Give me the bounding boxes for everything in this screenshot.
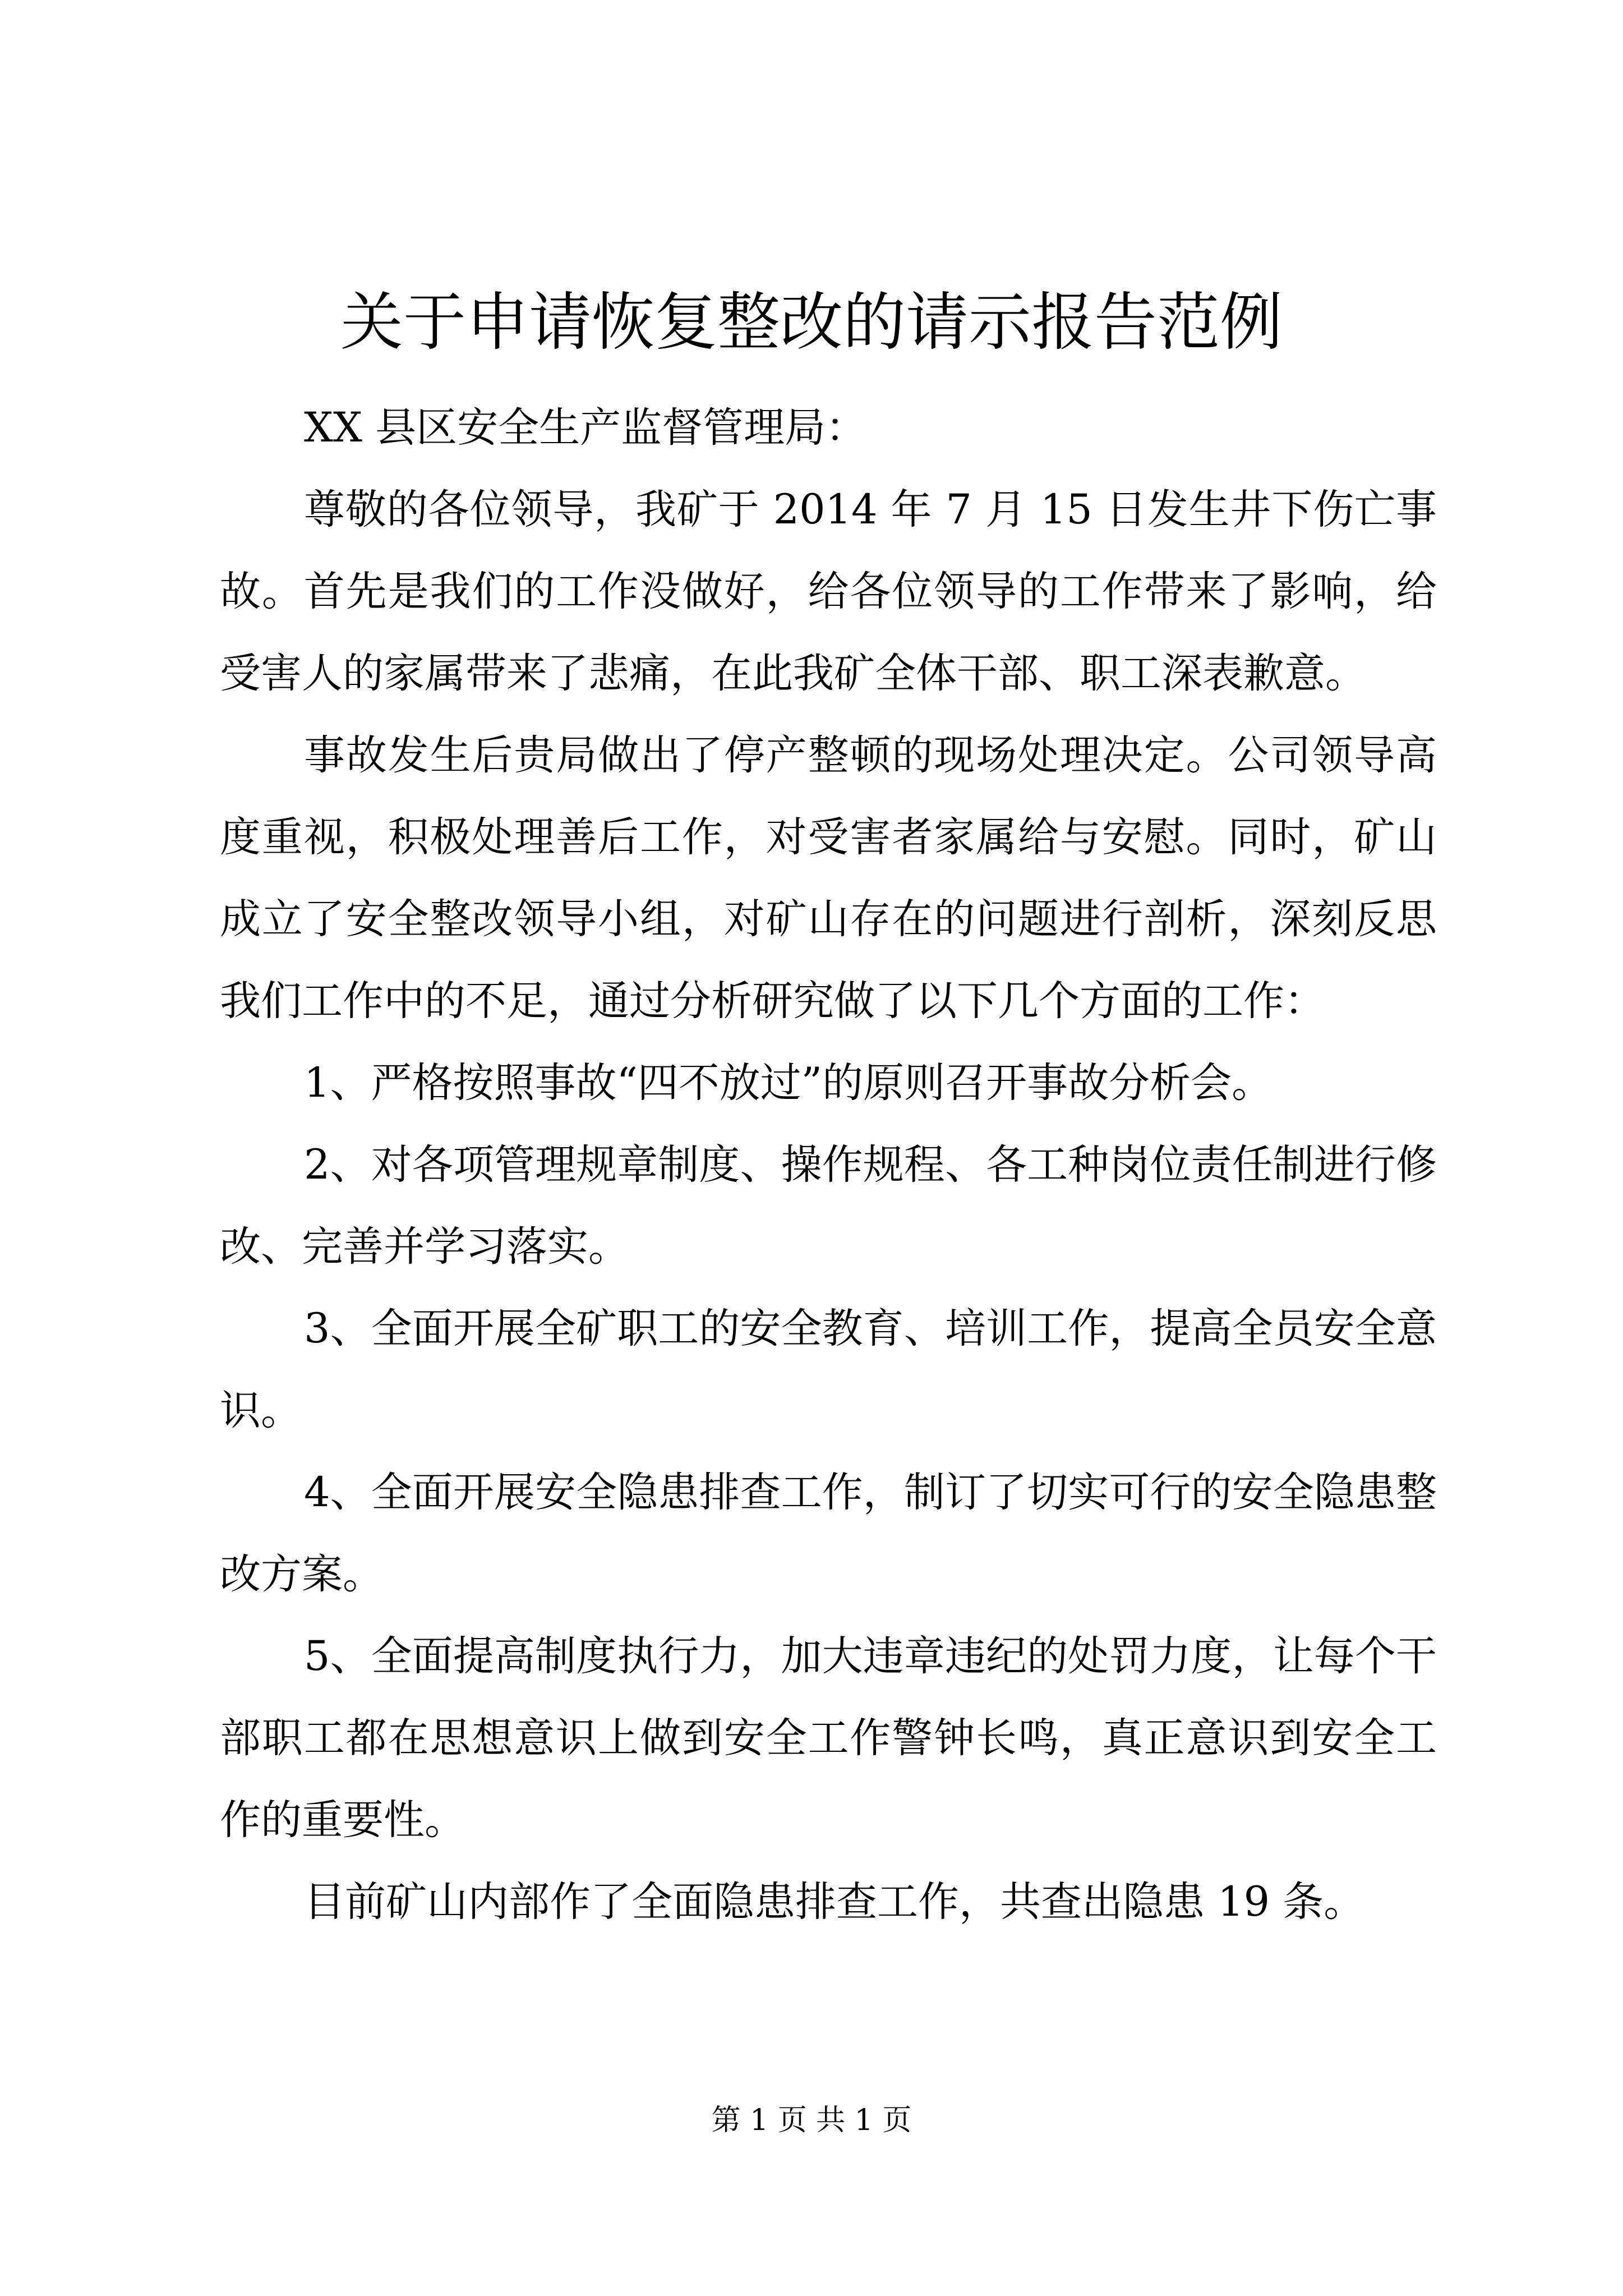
paragraph-apology: 尊敬的各位领导，我矿于 2014 年 7 月 15 日发生井下伤亡事故。首先是我们的工作没做好，给各位领导的工作带来了影响，给受害人的家属带来了悲痛，在此我矿全体干部、职工深表歉意。 xyxy=(220,486,1437,697)
list-item-4: 4、全面开展安全隐患排查工作，制订了切实可行的安全隐患整改方案。 xyxy=(220,1469,1437,1598)
document-body xyxy=(220,387,1437,1943)
paragraph-measures-intro: 事故发生后贵局做出了停产整顿的现场处理决定。公司领导高度重视，积极处理善后工作，对受害者家属给与安慰。同时，矿山成立了安全整改领导小组，对矿山存在的问题进行剖析，深刻反思我们工作中的不足，通过分析研究做了以下几个方面的工作： xyxy=(220,731,1437,1025)
salutation: XX 县区安全生产监督管理局： xyxy=(304,404,867,452)
list-item-1: 1、严格按照事故“四不放过”的原则召开事故分析会。 xyxy=(304,1059,1273,1107)
document-title: 关于申请恢复整改的请示报告范例 xyxy=(340,286,1283,359)
page-footer: 第 1 页 共 1 页 xyxy=(711,2104,912,2137)
list-item-5: 5、全面提高制度执行力，加大违章违纪的处罚力度，让每个干部职工都在思想意识上做到安全工作警钟长鸣，真正意识到安全工作的重要性。 xyxy=(220,1632,1437,1844)
paragraph-hazard-count: 目前矿山内部作了全面隐患排查工作，共查出隐患 19 条。 xyxy=(304,1878,1365,1926)
list-item-2: 2、对各项管理规章制度、操作规程、各工种岗位责任制进行修改、完善并学习落实。 xyxy=(220,1141,1437,1271)
list-item-3: 3、全面开展全矿职工的安全教育、培训工作，提高全员安全意识。 xyxy=(220,1305,1437,1434)
